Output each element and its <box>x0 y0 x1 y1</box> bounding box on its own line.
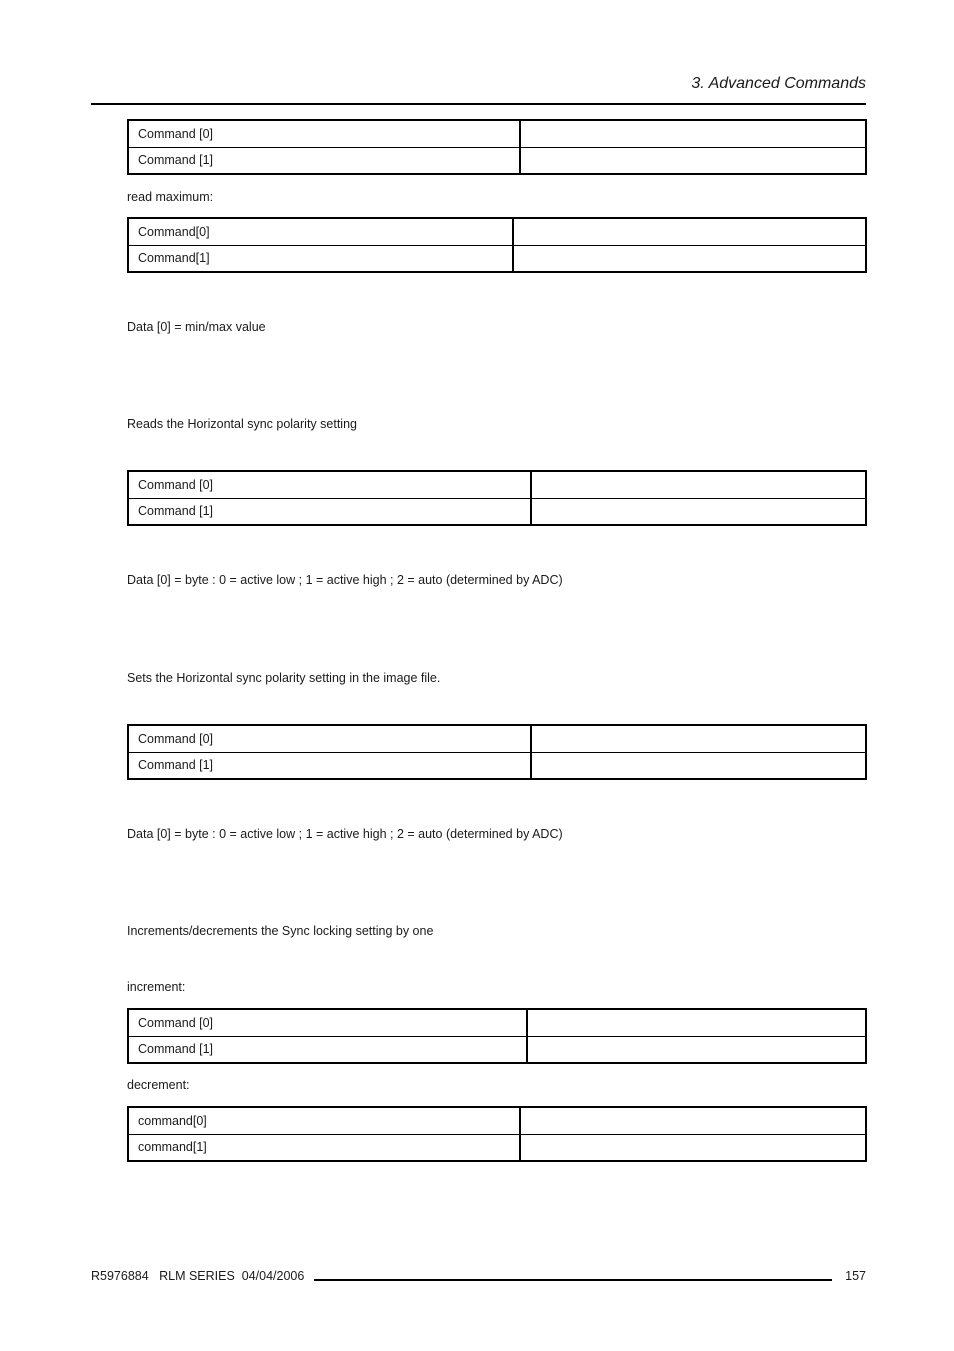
table-row <box>128 1009 866 1036</box>
footer-doc-info: R5976884 RLM SERIES 04/04/2006 <box>91 1269 305 1283</box>
table-cell: command[1] <box>128 1134 520 1161</box>
command-table-2 <box>127 217 867 273</box>
table-cell: Command [0] <box>128 120 520 147</box>
table-cell <box>520 1107 866 1134</box>
table-row <box>128 498 866 525</box>
table-row <box>128 1036 866 1063</box>
data-hsync-text-1: Data [0] = byte : 0 = active low ; 1 = active high ; 2 = auto (determined by ADC) <box>127 573 563 587</box>
table-cell <box>527 1036 866 1063</box>
table-row <box>128 471 866 498</box>
data-minmax-text: Data [0] = min/max value <box>127 320 266 334</box>
read-maximum-label: read maximum: <box>127 190 214 204</box>
table-row <box>128 147 866 174</box>
command-table-3 <box>127 470 867 526</box>
table-cell <box>531 498 866 525</box>
table-cell: Command[0] <box>128 218 513 245</box>
table-cell: Command[1] <box>128 245 513 272</box>
table-cell: command[0] <box>128 1107 520 1134</box>
table-cell: Command [1] <box>128 1036 527 1063</box>
decrement-label: decrement: <box>127 1078 190 1092</box>
command-table-5 <box>127 1008 867 1064</box>
increment-label: increment: <box>127 980 186 994</box>
reads-hsync-text: Reads the Horizontal sync polarity setting <box>127 417 357 431</box>
table-row <box>128 752 866 779</box>
table-cell <box>531 725 866 752</box>
table-row <box>128 218 866 245</box>
page-number: 157 <box>845 1269 866 1283</box>
table-cell <box>531 752 866 779</box>
table-row <box>128 1107 866 1134</box>
section-title: 3. Advanced Commands <box>691 75 866 92</box>
table-cell <box>513 245 866 272</box>
increments-text: Increments/decrements the Sync locking setting by one <box>127 924 434 938</box>
header-rule <box>91 103 866 105</box>
table-row <box>128 245 866 272</box>
command-table-1 <box>127 119 867 175</box>
command-table-4 <box>127 724 867 780</box>
table-cell <box>520 147 866 174</box>
table-cell: Command [0] <box>128 725 531 752</box>
table-cell: Command [1] <box>128 752 531 779</box>
table-row <box>128 725 866 752</box>
table-cell <box>513 218 866 245</box>
table-cell: Command [1] <box>128 147 520 174</box>
command-table-6 <box>127 1106 867 1162</box>
table-cell <box>531 471 866 498</box>
sets-hsync-text: Sets the Horizontal sync polarity setting in the image file. <box>127 671 441 685</box>
data-hsync-text-2: Data [0] = byte : 0 = active low ; 1 = active high ; 2 = auto (determined by ADC) <box>127 827 563 841</box>
table-cell <box>520 1134 866 1161</box>
table-cell: Command [1] <box>128 498 531 525</box>
footer-rule <box>314 1279 832 1281</box>
table-cell <box>527 1009 866 1036</box>
table-cell: Command [0] <box>128 471 531 498</box>
table-cell: Command [0] <box>128 1009 527 1036</box>
table-row <box>128 120 866 147</box>
table-row <box>128 1134 866 1161</box>
table-cell <box>520 120 866 147</box>
